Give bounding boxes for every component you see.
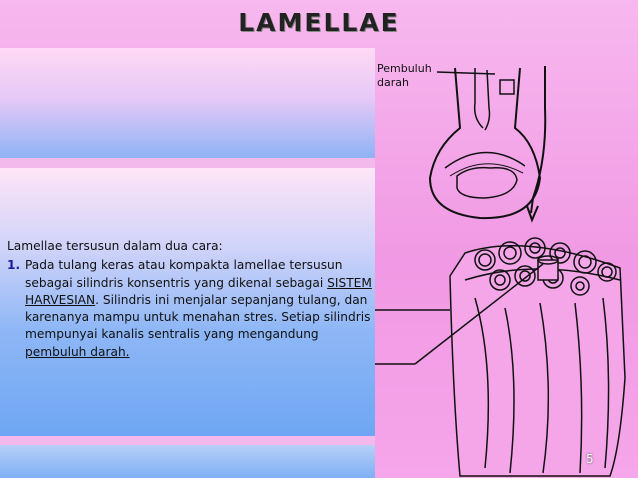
label-line2: darah [377,76,409,89]
label-line1: Pembuluh [377,62,432,75]
pembuluh-darah-label [377,62,432,90]
body-text-block [7,238,372,361]
slide-title: LAMELLAE [238,8,400,37]
list-number: 1. [7,258,21,273]
label-leader-line [437,72,495,74]
top-panel [0,48,375,158]
pembuluh-darah-term: pembuluh darah. [25,344,130,359]
page-number: 5 [586,452,594,466]
blood-vessel-illustration [430,66,545,220]
bone-block [450,238,625,476]
bone-diagram [375,48,638,478]
item-text-part2: . Silindris ini menjalar sepanjang tulang, dan karenanya mampu untuk menahan stres. Setiap silindris mempunyai kanalis sentralis yang mengandung [25,292,371,342]
list-item [7,257,372,361]
intro-text: Lamellae tersusun dalam dua cara: [7,239,223,253]
panel-divider-lower [0,436,375,445]
item-text-part1: Pada tulang keras atau kompakta lamellae tersusun sebagai silindris konsentris yang dikenal sebagai [25,258,343,290]
panel-divider [0,158,375,168]
sistem-harvesian-term: SISTEM HARVESIAN [25,275,372,307]
bottom-panel [0,445,375,478]
list-item-text [25,257,372,361]
